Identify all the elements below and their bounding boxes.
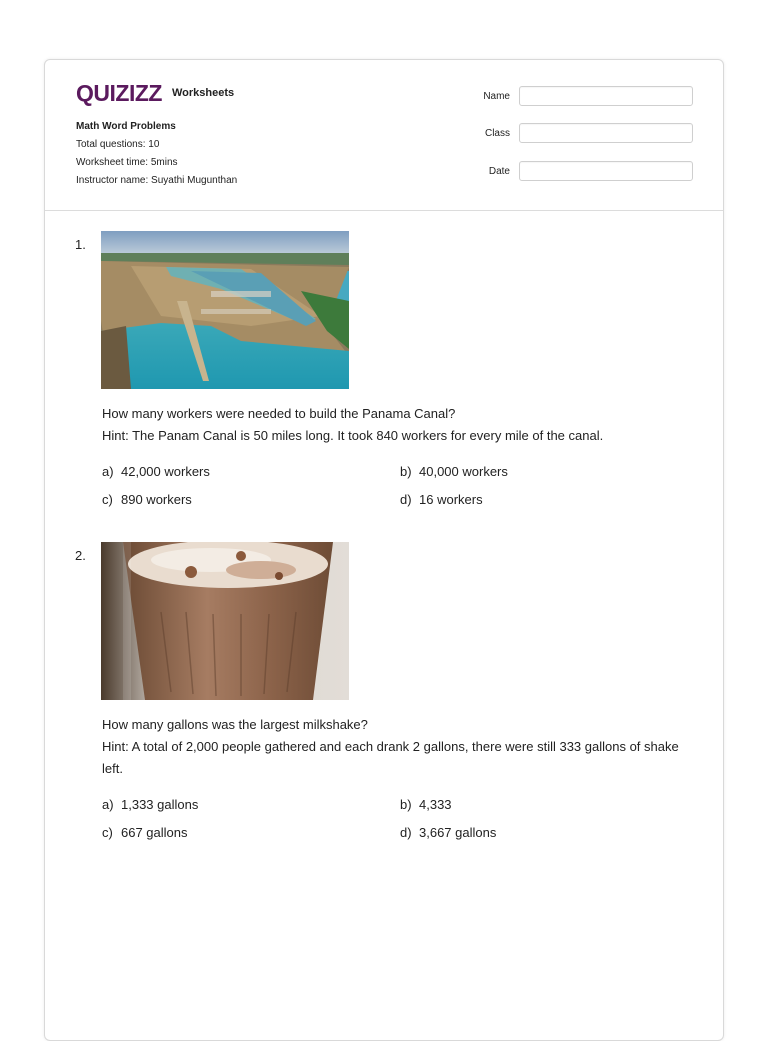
option-text: 890 workers	[121, 492, 192, 507]
option-letter: d)	[400, 492, 412, 507]
name-field[interactable]	[519, 86, 693, 106]
question-number: 2.	[75, 548, 86, 563]
worksheet-header	[45, 60, 723, 211]
question-2	[75, 542, 695, 862]
worksheet-page	[44, 59, 724, 1041]
worksheet-title: Math Word Problems	[76, 121, 176, 132]
quizizz-logo	[76, 80, 164, 106]
milkshake-image	[101, 542, 349, 700]
option-letter: a)	[102, 464, 114, 479]
question-text	[102, 403, 702, 447]
option-text: 42,000 workers	[121, 464, 210, 479]
option-letter: c)	[102, 825, 113, 840]
name-label: Name	[483, 90, 510, 102]
date-label: Date	[488, 165, 510, 177]
option-c[interactable]	[102, 825, 188, 840]
option-text: 3,667 gallons	[419, 825, 497, 840]
brand-sub: Worksheets	[172, 87, 235, 99]
svg-text:QUIZIZZ: QUIZIZZ	[76, 80, 162, 106]
option-text: 4,333	[419, 797, 452, 812]
panama-canal-image	[101, 231, 349, 389]
question-hint: Hint: The Panam Canal is 50 miles long. It took 840 workers for every mile of the canal.	[102, 428, 604, 443]
option-text: 40,000 workers	[419, 464, 508, 479]
option-a[interactable]	[102, 464, 210, 479]
worksheet-meta	[76, 118, 237, 190]
option-text: 1,333 gallons	[121, 797, 199, 812]
option-b[interactable]	[400, 797, 452, 812]
question-hint: Hint: A total of 2,000 people gathered and each drank 2 gallons, there were still 333 gallons of shake left.	[102, 739, 679, 776]
option-letter: b)	[400, 797, 412, 812]
instructor-name: Instructor name: Suyathi Mugunthan	[76, 175, 238, 186]
question-number: 1.	[75, 237, 86, 252]
milkshake-photo	[101, 542, 349, 700]
option-letter: b)	[400, 464, 412, 479]
option-text: 667 gallons	[121, 825, 188, 840]
brand	[76, 80, 234, 106]
option-text: 16 workers	[419, 492, 483, 507]
option-letter: a)	[102, 797, 114, 812]
option-c[interactable]	[102, 492, 192, 507]
question-text	[102, 714, 702, 780]
class-field-row	[470, 123, 693, 143]
name-field-row	[470, 86, 693, 106]
question-1	[75, 231, 695, 521]
panama-canal-photo	[101, 231, 349, 389]
option-letter: d)	[400, 825, 412, 840]
class-field[interactable]	[519, 123, 693, 143]
option-letter: c)	[102, 492, 113, 507]
question-prompt: How many gallons was the largest milkshake?	[102, 717, 368, 732]
date-field-row	[470, 161, 693, 181]
option-a[interactable]	[102, 797, 198, 812]
option-d[interactable]	[400, 492, 483, 507]
date-field[interactable]	[519, 161, 693, 181]
question-prompt: How many workers were needed to build the Panama Canal?	[102, 406, 456, 421]
worksheet-time: Worksheet time: 5mins	[76, 157, 178, 168]
option-d[interactable]	[400, 825, 496, 840]
option-b[interactable]	[400, 464, 508, 479]
total-questions: Total questions: 10	[76, 139, 160, 150]
class-label: Class	[484, 127, 510, 139]
